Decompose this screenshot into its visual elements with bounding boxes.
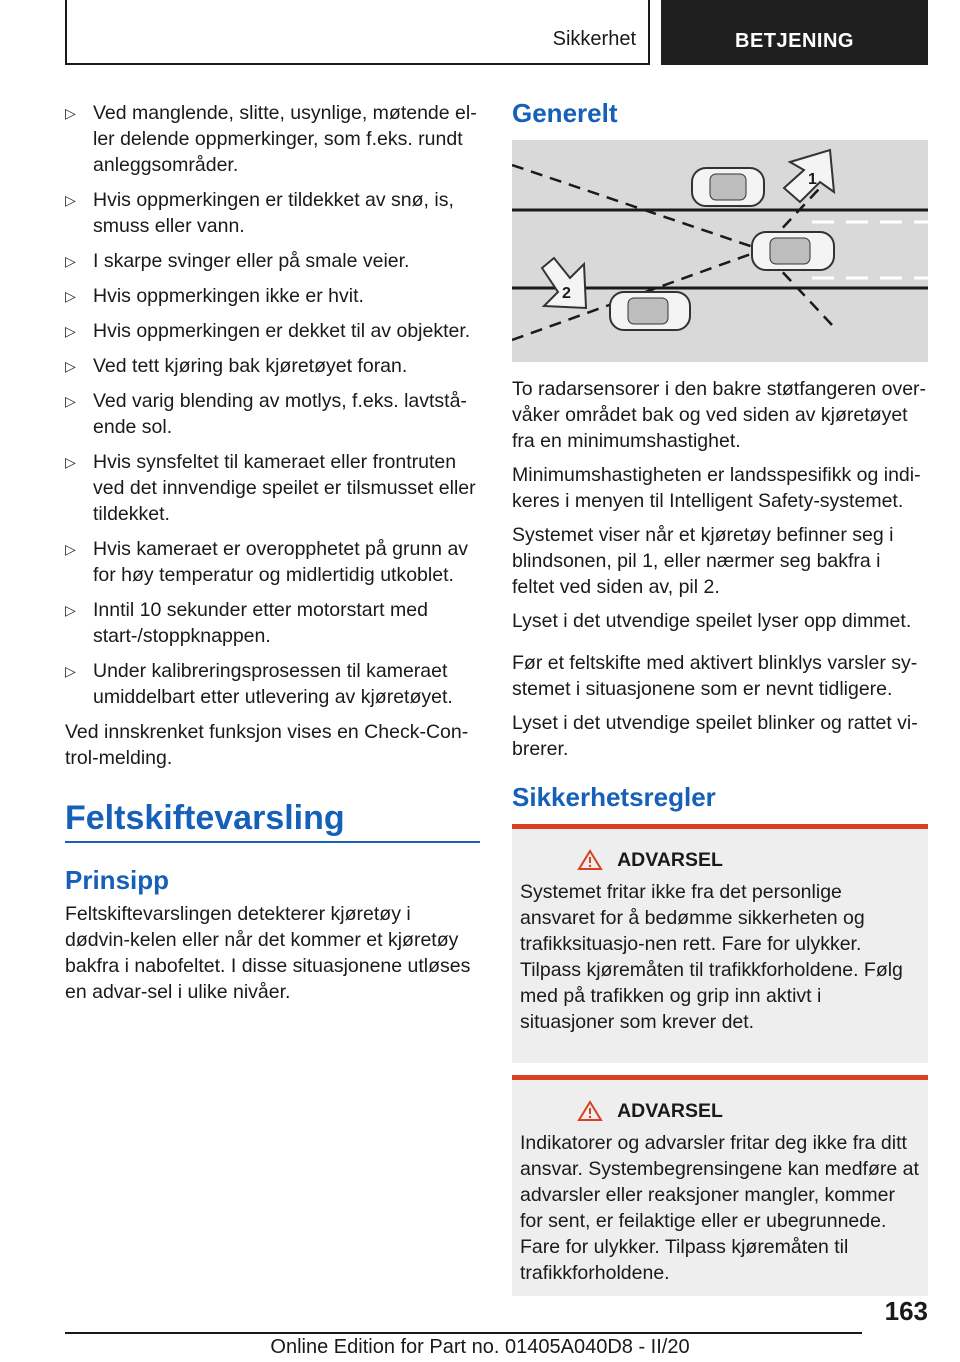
list-item: ▷ Hvis kameraet er overopphetet på grunn av for høy temperatur og midlertidig utkoblet.	[65, 538, 469, 586]
triangle-bullet-icon: ▷	[65, 393, 76, 409]
paragraph: Før et feltskifte med aktivert blinklys varsler sy-stemet i situasjonene som er nevnt tidligere.	[512, 652, 918, 700]
warning-triangle-icon	[577, 849, 603, 871]
list-item: ▷ Hvis oppmerkingen ikke er hvit.	[65, 285, 364, 307]
car-bottom-icon	[610, 292, 690, 330]
warning-header	[520, 847, 920, 873]
list-item: ▷ Ved manglende, slitte, usynlige, møtende el-ler delende oppmerkinger, som f.eks. rundt anleggsområder.	[65, 102, 477, 176]
list-item: ▷ I skarpe svinger eller på smale veier.	[65, 250, 410, 272]
list-item: ▷ Inntil 10 sekunder etter motorstart med start-/stoppknappen.	[65, 599, 428, 647]
warning-title: ADVARSEL	[617, 1100, 723, 1122]
edition-note: Online Edition for Part no. 01405A040D8 - II/20	[270, 1336, 690, 1358]
chapter-title: BETJENING	[735, 30, 854, 52]
right-column	[512, 100, 928, 1308]
subsection-heading-sikkerhetsregler: Sikkerhetsregler	[512, 782, 716, 812]
own-car-icon	[752, 232, 834, 270]
check-control-note: Ved innskrenket funksjon vises en Check-Con-trol-melding.	[65, 721, 469, 769]
list-item: ▷ Ved tett kjøring bak kjøretøyet foran.	[65, 355, 408, 377]
paragraph: Lyset i det utvendige speilet lyser opp dimmet.	[512, 610, 912, 632]
list-item: ▷ Under kalibreringsprosessen til kameraet umiddelbart etter utlevering av kjøretøyet.	[65, 660, 453, 708]
list-item: ▷ Hvis oppmerkingen er tildekket av snø, is, smuss eller vann.	[65, 189, 454, 237]
warning-box	[512, 1075, 928, 1296]
section-heading: Feltskiftevarsling	[65, 805, 480, 843]
chapter-tab	[661, 0, 928, 65]
blind-spot-diagram	[512, 140, 928, 362]
warning-text: Systemet fritar ikke fra det personlige ansvaret for å bedømme sikkerheten og trafikksituasjo-nen rett. Fare for ulykker. Tilpass kjøremåten til trafikkforholdene. Følg med på trafikken og grip inn aktivt i situasjoner som krever det.	[520, 881, 903, 1033]
triangle-bullet-icon: ▷	[65, 323, 76, 339]
list-item: ▷ Hvis synsfeltet til kameraet eller frontruten ved det innvendige speilet er tilsmusset eller tildekket.	[65, 451, 476, 525]
triangle-bullet-icon: ▷	[65, 541, 76, 557]
svg-text:2: 2	[562, 285, 571, 302]
prinsipp-text: Feltskiftevarslingen detekterer kjøretøy i dødvin-kelen eller når det kommer et kjøretøy bakfra i nabofeltet. I disse situasjonene utløses en advar-sel i ulike nivåer.	[65, 903, 471, 1003]
paragraph: Lyset i det utvendige speilet blinker og rattet vi-brerer.	[512, 712, 918, 760]
section-title: Sikkerhet	[552, 28, 636, 50]
triangle-bullet-icon: ▷	[65, 358, 76, 374]
triangle-bullet-icon: ▷	[65, 253, 76, 269]
warning-triangle-icon	[577, 1100, 603, 1122]
page-header	[65, 0, 928, 65]
section-tab	[65, 0, 650, 65]
svg-text:1: 1	[808, 171, 817, 188]
paragraph: Systemet viser når et kjøretøy befinner seg i blindsonen, pil 1, eller nærmer seg bakfra i feltet ved siden av, pil 2.	[512, 524, 894, 598]
page-number: 163	[884, 1296, 928, 1326]
list-item: ▷ Ved varig blending av motlys, f.eks. lavtstå-ende sol.	[65, 390, 467, 438]
list-item: ▷ Hvis oppmerkingen er dekket til av objekter.	[65, 320, 471, 342]
triangle-bullet-icon: ▷	[65, 288, 76, 304]
triangle-bullet-icon: ▷	[65, 105, 76, 121]
triangle-bullet-icon: ▷	[65, 454, 76, 470]
paragraph: To radarsensorer i den bakre støtfangeren over-våker området bak og ved siden av kjøretøyet fra en minimumshastighet.	[512, 378, 927, 452]
subsection-heading-prinsipp: Prinsipp	[65, 865, 170, 895]
left-column	[65, 100, 480, 1013]
triangle-bullet-icon: ▷	[65, 192, 76, 208]
triangle-bullet-icon: ▷	[65, 663, 76, 679]
warning-text: Indikatorer og advarsler fritar deg ikke fra ditt ansvar. Systembegrensingene kan medføre at advarsler eller reaksjoner mangler, kommer for sent, er feilaktige eller er ubegrunnede. Fare for ulykker. Tilpass kjøremåten til trafikkforholdene.	[520, 1132, 919, 1284]
warning-box	[512, 824, 928, 1063]
warning-header	[520, 1098, 920, 1124]
subsection-heading-generelt: Generelt	[512, 98, 618, 128]
footer-divider	[65, 1332, 862, 1334]
paragraph: Minimumshastigheten er landsspesifikk og indi-keres i menyen til Intelligent Safety-systemet.	[512, 464, 921, 512]
warning-title: ADVARSEL	[617, 849, 723, 871]
car-top-icon	[692, 168, 764, 206]
lane-illustration	[512, 140, 928, 362]
triangle-bullet-icon: ▷	[65, 602, 76, 618]
